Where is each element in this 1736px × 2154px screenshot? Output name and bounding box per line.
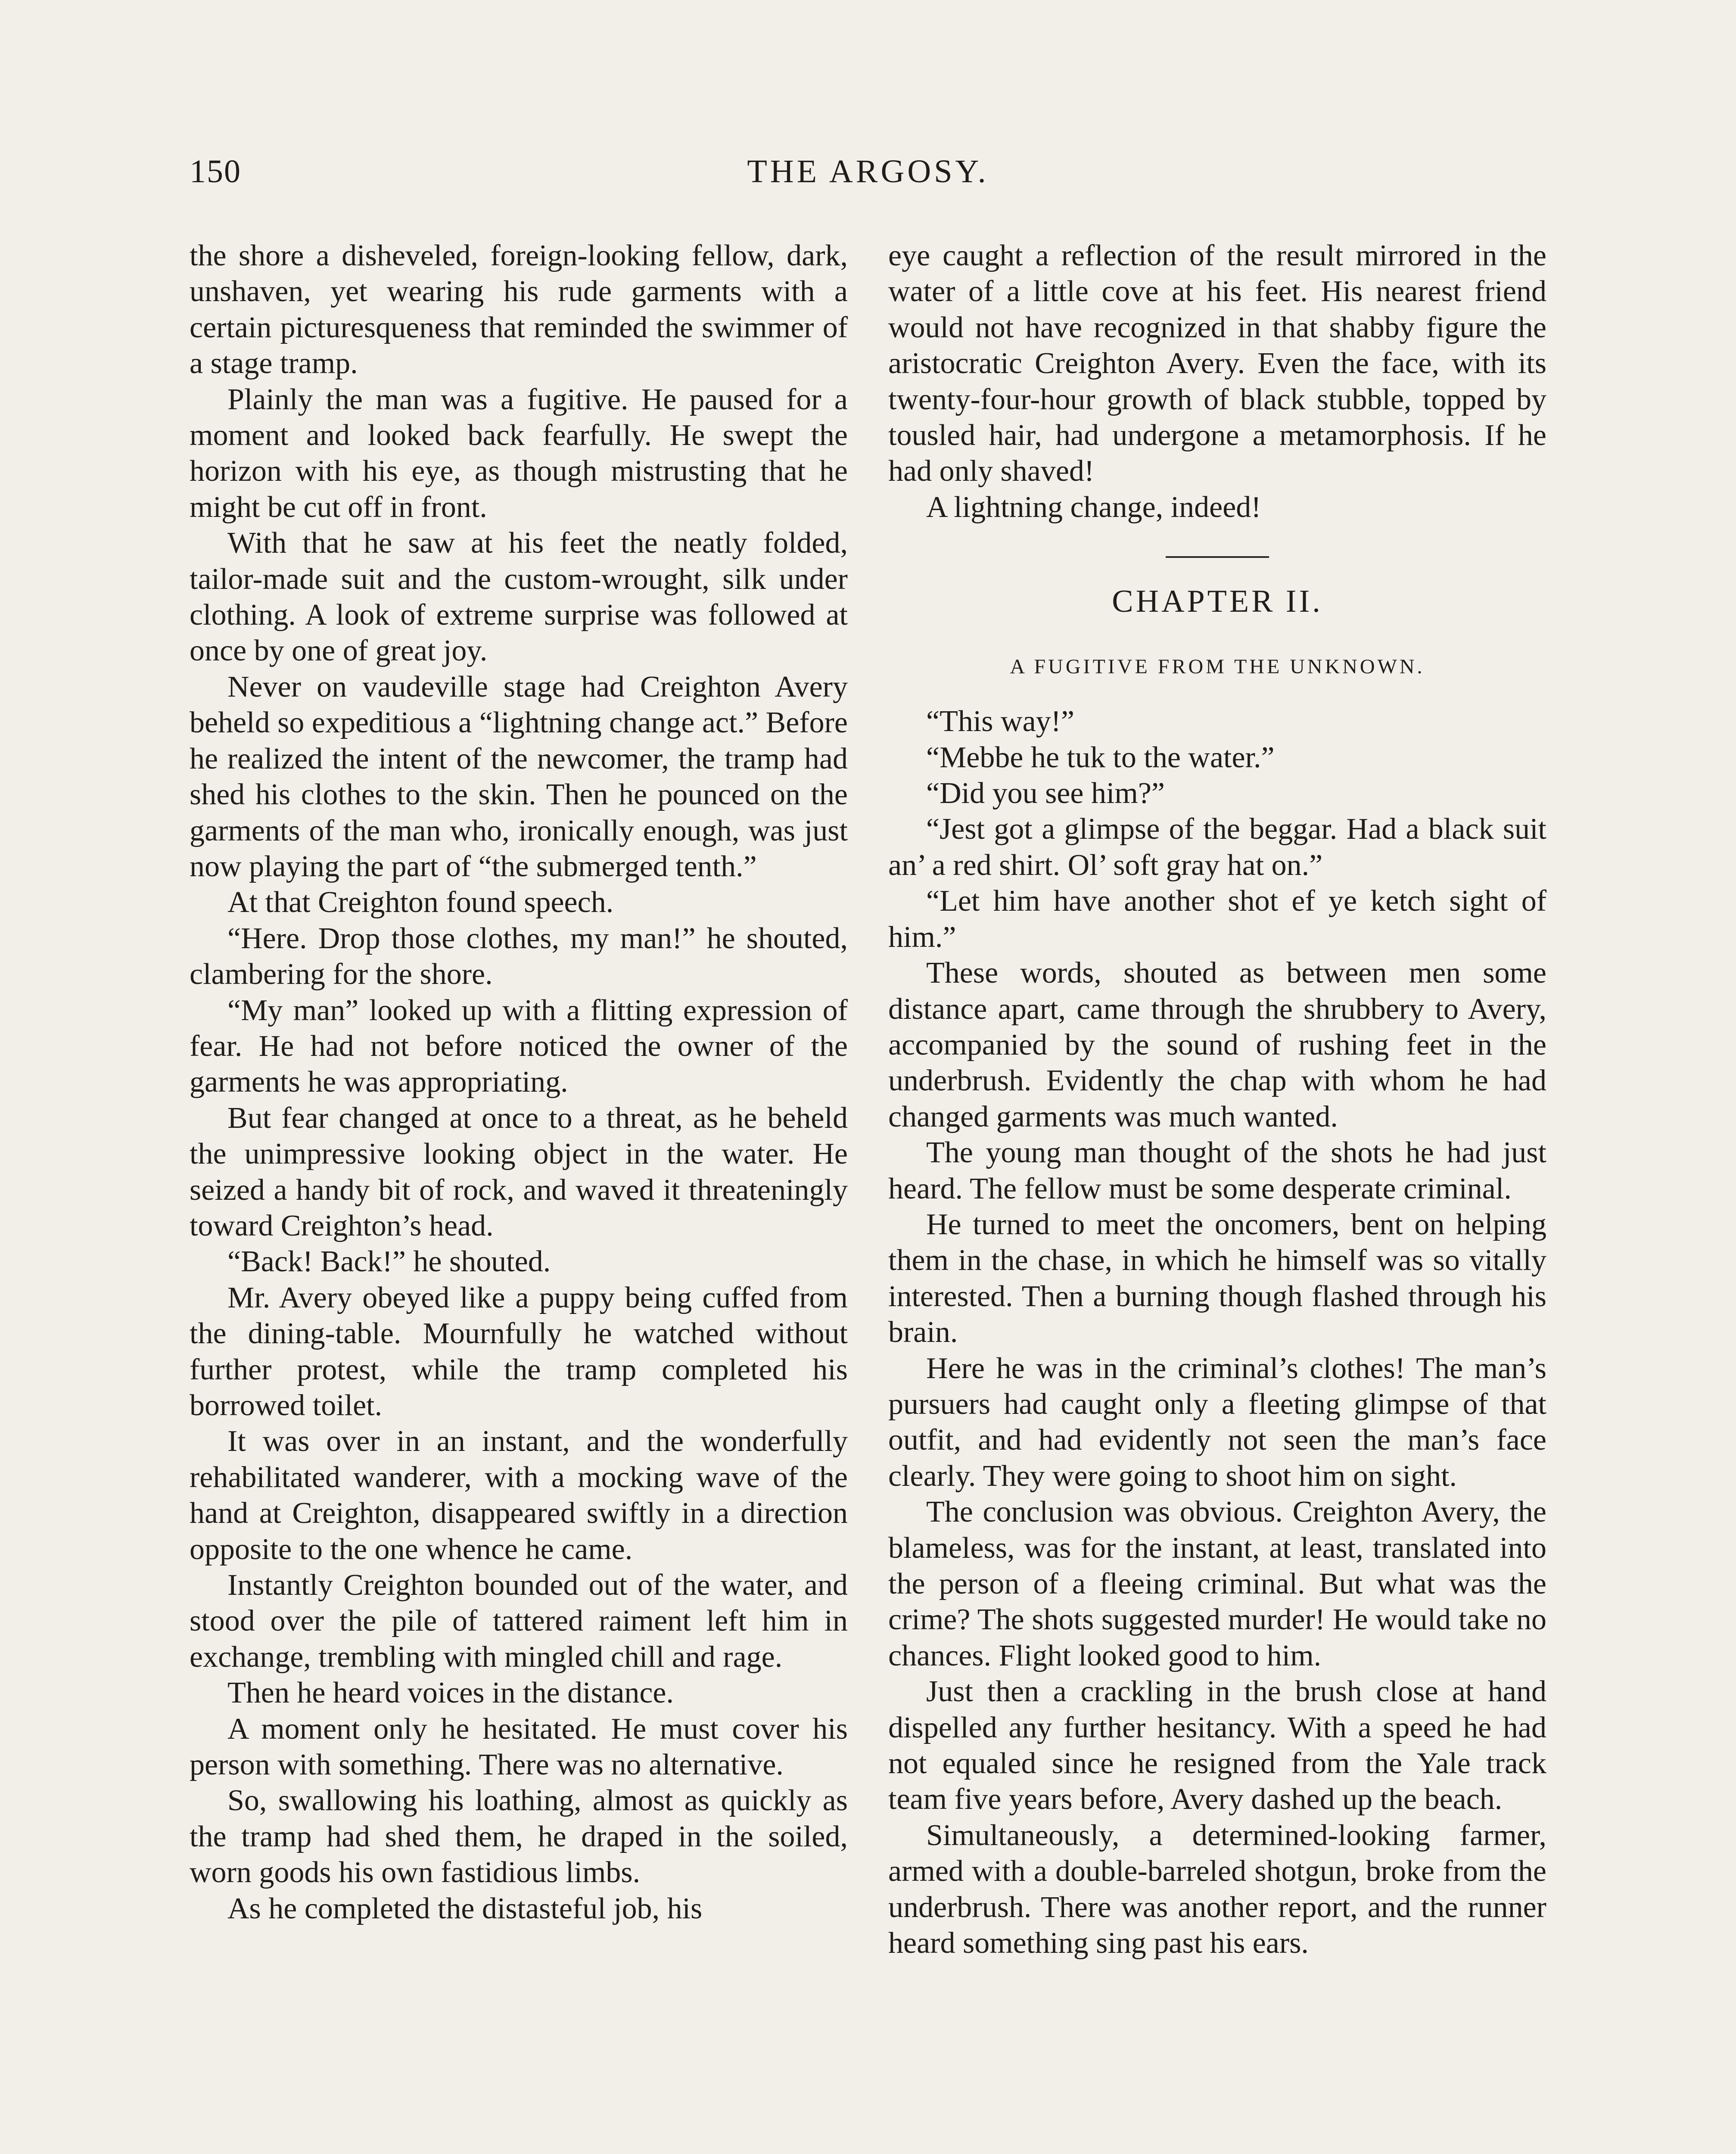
running-title: THE ARGOSY.	[747, 153, 989, 190]
paragraph: eye caught a reflection of the result mirrored in the water of a little cove at his feet. His nearest friend would not have recognized in that shabby figure the aristocratic Creighton Avery. Even the face, with its twenty-four-hour growth of black stubble, topped by tousled hair, had undergone a metamorphosis. If he had only shaved!	[888, 239, 1546, 488]
section-divider	[1166, 556, 1269, 558]
paragraph: “Back! Back!” he shouted.	[227, 1245, 551, 1279]
paragraph: It was over in an instant, and the wonderfully rehabilitated wanderer, with a mocking wave of the hand at Creighton, disappeared swiftly in a direction opposite to the one whence he came.	[190, 1425, 848, 1566]
paragraph: the shore a disheveled, foreign-looking fellow, dark, unshaven, yet wearing his rude garments with a certain picturesqueness that reminded the swimmer of a stage tramp.	[190, 239, 848, 380]
paragraph: As he completed the distasteful job, his	[227, 1892, 703, 1925]
paragraph: A lightning change, indeed!	[926, 490, 1261, 524]
paragraph: The young man thought of the shots he had just heard. The fellow must be some desperate criminal.	[888, 1136, 1546, 1205]
paragraph: Just then a crackling in the brush close at hand dispelled any further hesitancy. With a speed he had not equaled since he resigned from the Yale track team five years before, Avery dashed up the beach.	[888, 1675, 1546, 1816]
paragraph: “This way!”	[926, 705, 1075, 738]
paragraph: “Let him have another shot ef ye ketch sight of him.”	[888, 884, 1546, 954]
paragraph: Mr. Avery obeyed like a puppy being cuffed from the dining-table. Mournfully he watched without further protest, while the tramp completed his borrowed toilet.	[190, 1281, 848, 1422]
paragraph: But fear changed at once to a threat, as he beheld the unimpressive looking object in the water. He seized a handy bit of rock, and waved it threateningly toward Creighton’s head.	[190, 1101, 848, 1242]
right-column	[888, 238, 1546, 1961]
paragraph: These words, shouted as between men some distance apart, came through the shrubbery to Avery, accompanied by the sound of rushing feet in the underbrush. Evidently the chap with whom he had changed garments was much wanted.	[888, 956, 1546, 1133]
paragraph: With that he saw at his feet the neatly folded, tailor-made suit and the custom-wrought, silk under clothing. A look of extreme surprise was followed at once by one of great joy.	[190, 526, 848, 668]
paragraph: He turned to meet the oncomers, bent on helping them in the chase, in which he himself was so vitally interested. Then a burning though flashed through his brain.	[888, 1208, 1546, 1349]
page-header	[190, 153, 1546, 205]
paragraph: A moment only he hesitated. He must cover his person with something. There was no alternative.	[190, 1712, 848, 1782]
paragraph: Simultaneously, a determined-looking farmer, armed with a double-barreled shotgun, broke from the underbrush. There was another report, and the runner heard something sing past his ears.	[888, 1818, 1546, 1960]
paragraph: Instantly Creighton bounded out of the water, and stood over the pile of tattered raiment left him in exchange, trembling with mingled chill and rage.	[190, 1569, 848, 1674]
paragraph: So, swallowing his loathing, almost as quickly as the tramp had shed them, he draped in the soiled, worn goods his own fastidious limbs.	[190, 1784, 848, 1889]
paragraph: “Jest got a glimpse of the beggar. Had a black suit an’ a red shirt. Ol’ soft gray hat on.”	[888, 812, 1546, 882]
paragraph: “My man” looked up with a flitting expression of fear. He had not before noticed the owner of the garments he was appropriating.	[190, 993, 848, 1099]
page-number: 150	[190, 153, 241, 190]
paragraph: At that Creighton found speech.	[227, 886, 614, 919]
paragraph: “Did you see him?”	[926, 777, 1165, 810]
paragraph: Plainly the man was a fugitive. He paused for a moment and looked back fearfully. He swept the horizon with his eye, as though mistrusting that he might be cut off in front.	[190, 383, 848, 524]
chapter-title: CHAPTER II.	[1112, 584, 1323, 619]
chapter-subtitle: A FUGITIVE FROM THE UNKNOWN.	[1010, 655, 1425, 679]
paragraph: Then he heard voices in the distance.	[227, 1676, 674, 1710]
paragraph: Here he was in the criminal’s clothes! The man’s pursuers had caught only a fleeting glimpse of that outfit, and had evidently not seen the man’s face clearly. They were going to shoot him on sight.	[888, 1351, 1546, 1493]
paragraph: “Mebbe he tuk to the water.”	[926, 741, 1275, 774]
paragraph: The conclusion was obvious. Creighton Avery, the blameless, was for the instant, at least, translated into the person of a fleeing criminal. But what was the crime? The shots suggested murder! He would take no chances. Flight looked good to him.	[888, 1495, 1546, 1672]
paragraph: Never on vaudeville stage had Creighton Avery beheld so expeditious a “lightning change act.” Before he realized the intent of the newcomer, the tramp had shed his clothes to the skin. Then he pounced on the garments of the man who, ironically enough, was just now playing the part of “the submerged tenth.”	[190, 670, 848, 883]
paragraph: “Here. Drop those clothes, my man!” he shouted, clambering for the shore.	[190, 921, 848, 991]
left-column	[190, 238, 848, 1927]
